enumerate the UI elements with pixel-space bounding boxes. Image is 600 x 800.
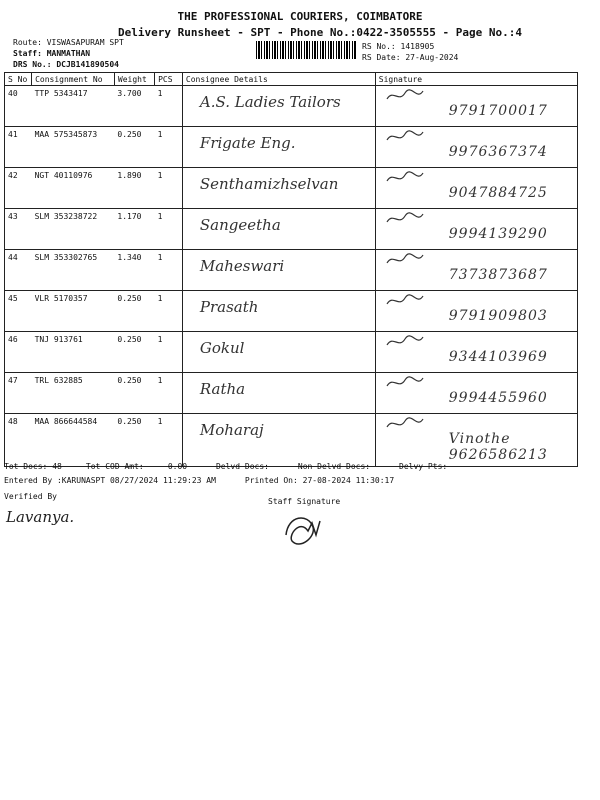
barcode xyxy=(256,41,356,59)
header-weight: Weight xyxy=(114,73,154,86)
cell-consignee xyxy=(182,291,375,332)
cell-pcs: 1 xyxy=(155,127,183,168)
cell-consignee xyxy=(182,86,375,127)
staff-label: Staff: xyxy=(13,49,42,58)
cell-signature xyxy=(375,373,577,414)
drs-line xyxy=(13,60,119,69)
consignee-handwriting: A.S. Ladies Tailors xyxy=(199,93,341,111)
cell-consignment: SLM 353302765 xyxy=(32,250,115,291)
cell-consignment: MAA 575345873 xyxy=(32,127,115,168)
cell-signature xyxy=(375,332,577,373)
runsheet-title: Delivery Runsheet - SPT - Phone No.:0422-3505555 - Page No.:4 xyxy=(118,26,522,39)
cell-consignment: NGT 40110976 xyxy=(32,168,115,209)
staff-signature-label: Staff Signature xyxy=(268,497,341,506)
rs-date-value: 27-Aug-2024 xyxy=(405,53,459,62)
rs-no-label: RS No.: xyxy=(362,42,396,51)
cell-signature xyxy=(375,168,577,209)
staff-line xyxy=(13,49,90,58)
rs-no-value: 1418905 xyxy=(400,42,435,51)
cell-sno: 42 xyxy=(5,168,32,209)
signature-mark xyxy=(385,212,425,226)
runsheet-table xyxy=(4,72,578,467)
table-row xyxy=(5,168,578,209)
table-row xyxy=(5,209,578,250)
tot-docs-label: Tot Docs: xyxy=(4,462,48,471)
consignee-handwriting: Ratha xyxy=(199,380,246,398)
cell-pcs: 1 xyxy=(155,86,183,127)
printed-on-value: 27-08-2024 11:30:17 xyxy=(302,476,395,485)
consignee-handwriting: Maheswari xyxy=(199,257,285,275)
cell-consignee xyxy=(182,373,375,414)
tot-cod-value: 0.00 xyxy=(167,462,188,471)
entered-by-label: Entered By : xyxy=(4,476,62,485)
cell-weight: 1.340 xyxy=(114,250,154,291)
signature-mark xyxy=(385,130,425,144)
header-signature: Signature xyxy=(375,73,577,86)
delvd-docs-label: Delvd Docs: xyxy=(215,462,269,471)
phone-handwriting: 9791909803 xyxy=(448,308,548,324)
cell-consignment: SLM 353238722 xyxy=(32,209,115,250)
cell-pcs: 1 xyxy=(155,209,183,250)
tot-docs-value: 48 xyxy=(52,462,62,471)
cell-consignment: MAA 866644584 xyxy=(32,414,115,467)
phone-handwriting: 9994455960 xyxy=(448,390,548,406)
table-row xyxy=(5,127,578,168)
table-header-row xyxy=(5,73,578,86)
header-sno: S No xyxy=(5,73,32,86)
staff-signature-mark xyxy=(278,505,328,555)
signature-mark xyxy=(385,171,425,185)
table-row xyxy=(5,86,578,127)
signature-mark xyxy=(385,89,425,103)
cell-signature xyxy=(375,250,577,291)
cell-signature xyxy=(375,127,577,168)
cell-sno: 46 xyxy=(5,332,32,373)
cell-weight: 0.250 xyxy=(114,373,154,414)
route-line xyxy=(13,38,124,47)
company-title: THE PROFESSIONAL COURIERS, COIMBATORE xyxy=(177,10,423,23)
header-consignment: Consignment No xyxy=(32,73,115,86)
entered-by-value: KARUNASPT 08/27/2024 11:29:23 AM xyxy=(61,476,216,485)
phone-handwriting: 9791700017 xyxy=(448,103,548,119)
cell-sno: 44 xyxy=(5,250,32,291)
cell-sno: 48 xyxy=(5,414,32,467)
cell-consignee xyxy=(182,332,375,373)
phone-handwriting: 9344103969 xyxy=(448,349,548,365)
cell-consignee xyxy=(182,250,375,291)
route-label: Route: xyxy=(13,38,42,47)
header-consignee: Consignee Details xyxy=(182,73,375,86)
table-row xyxy=(5,250,578,291)
cell-signature xyxy=(375,209,577,250)
route-value: VISWASAPURAM SPT xyxy=(46,38,124,47)
consignee-handwriting: Moharaj xyxy=(199,421,264,439)
rs-date-label: RS Date: xyxy=(362,53,401,62)
printed-on-label: Printed On: xyxy=(244,476,298,485)
consignee-handwriting: Senthamizhselvan xyxy=(199,175,339,193)
cell-sno: 45 xyxy=(5,291,32,332)
cell-consignee xyxy=(182,414,375,467)
signature-mark xyxy=(385,417,425,431)
consignee-handwriting: Frigate Eng. xyxy=(199,134,296,152)
signature-mark xyxy=(385,335,425,349)
cell-sno: 47 xyxy=(5,373,32,414)
cell-pcs: 1 xyxy=(155,291,183,332)
cell-sno: 43 xyxy=(5,209,32,250)
phone-handwriting: Vinothe 9626586213 xyxy=(448,431,548,463)
cell-consignment: TRL 632885 xyxy=(32,373,115,414)
cell-weight: 0.250 xyxy=(114,414,154,467)
cell-signature xyxy=(375,414,577,467)
rs-date-line xyxy=(362,53,458,62)
cell-sno: 41 xyxy=(5,127,32,168)
totals-line xyxy=(4,462,447,471)
consignee-handwriting: Prasath xyxy=(199,298,259,316)
drs-value: DCJB141890504 xyxy=(56,60,119,69)
cell-weight: 3.700 xyxy=(114,86,154,127)
table-row xyxy=(5,373,578,414)
phone-handwriting: 9976367374 xyxy=(448,144,548,160)
rs-no-line xyxy=(362,42,434,51)
phone-handwriting: 7373873687 xyxy=(448,267,548,283)
cell-signature xyxy=(375,86,577,127)
consignee-handwriting: Gokul xyxy=(199,339,245,357)
signature-mark xyxy=(385,253,425,267)
cell-pcs: 1 xyxy=(155,332,183,373)
cell-pcs: 1 xyxy=(155,414,183,467)
table-row xyxy=(5,291,578,332)
phone-handwriting: 9047884725 xyxy=(448,185,548,201)
cell-weight: 0.250 xyxy=(114,291,154,332)
cell-weight: 0.250 xyxy=(114,127,154,168)
cell-consignment: TNJ 913761 xyxy=(32,332,115,373)
drs-label: DRS No.: xyxy=(13,60,52,69)
cell-consignment: TTP 5343417 xyxy=(32,86,115,127)
table-row xyxy=(5,414,578,467)
cell-consignment: VLR 5170357 xyxy=(32,291,115,332)
cell-weight: 0.250 xyxy=(114,332,154,373)
cell-pcs: 1 xyxy=(155,373,183,414)
consignee-handwriting: Sangeetha xyxy=(199,216,281,234)
cell-consignee xyxy=(182,127,375,168)
header-pcs: PCS xyxy=(155,73,183,86)
tot-cod-label: Tot COD Amt: xyxy=(85,462,144,471)
cell-pcs: 1 xyxy=(155,168,183,209)
staff-value: MANMATHAN xyxy=(46,49,91,58)
verified-by-label: Verified By xyxy=(4,492,57,501)
cell-signature xyxy=(375,291,577,332)
cell-sno: 40 xyxy=(5,86,32,127)
cell-pcs: 1 xyxy=(155,250,183,291)
verifier-signature: Lavanya. xyxy=(6,508,75,526)
cell-weight: 1.890 xyxy=(114,168,154,209)
non-delvd-label: Non Delvd Docs: xyxy=(297,462,371,471)
entered-line xyxy=(4,476,394,485)
cell-weight: 1.170 xyxy=(114,209,154,250)
phone-handwriting: 9994139290 xyxy=(448,226,548,242)
table-row xyxy=(5,332,578,373)
signature-mark xyxy=(385,376,425,390)
delvy-pts-label: Delvy Pts: xyxy=(399,462,448,471)
cell-consignee xyxy=(182,209,375,250)
signature-mark xyxy=(385,294,425,308)
cell-consignee xyxy=(182,168,375,209)
